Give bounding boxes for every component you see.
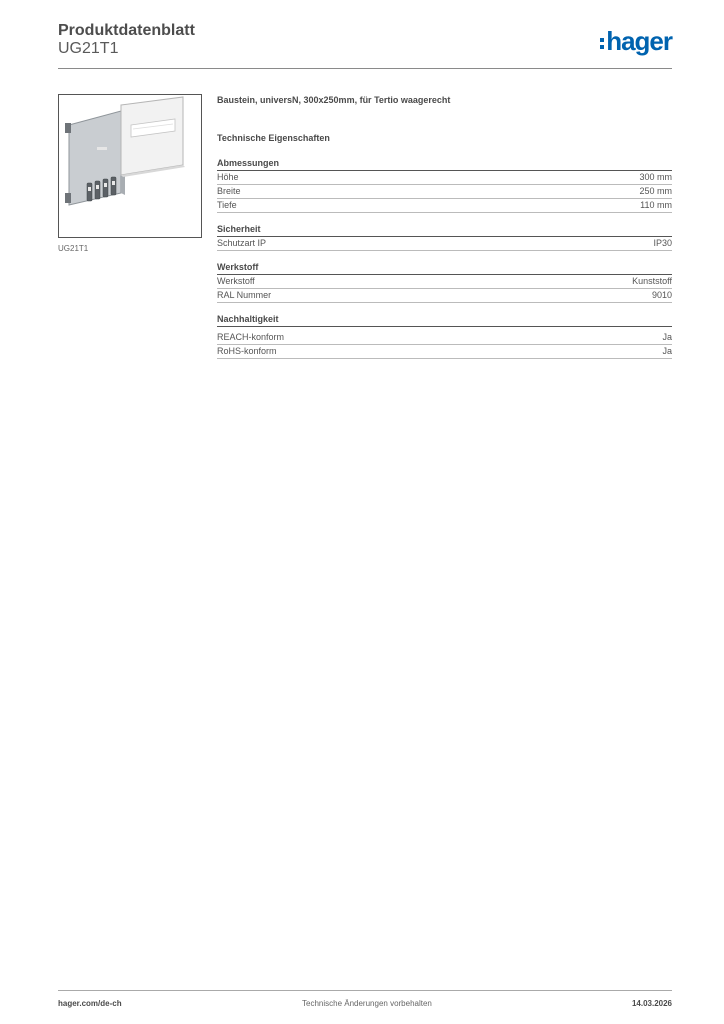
property-row — [217, 199, 672, 213]
property-label: Höhe — [217, 172, 239, 182]
image-caption: UG21T1 — [58, 244, 89, 253]
group-nachhaltigkeit — [217, 313, 672, 359]
property-label: Schutzart IP — [217, 238, 267, 248]
section-title: Technische Eigenschaften — [217, 133, 330, 143]
property-value: 250 mm — [639, 186, 672, 196]
group-title: Abmessungen — [217, 157, 672, 171]
property-value: 9010 — [651, 290, 672, 300]
hager-logo[interactable] — [600, 26, 672, 56]
property-label: Tiefe — [217, 200, 237, 210]
product-image — [58, 94, 202, 238]
page-footer — [58, 990, 672, 1011]
website-link[interactable]: hager.com/de-ch — [58, 999, 122, 1008]
property-value: 300 mm — [639, 172, 672, 182]
property-value: 110 mm — [640, 200, 672, 210]
logo-dots-icon — [600, 38, 604, 49]
group-title: Werkstoff — [217, 261, 672, 275]
property-row — [217, 185, 672, 199]
property-row — [217, 289, 672, 303]
product-code: UG21T1 — [58, 40, 119, 57]
property-value: Kunststoff — [632, 276, 672, 286]
group-abmessungen — [217, 157, 672, 213]
property-value: Ja — [662, 332, 672, 342]
group-title: Nachhaltigkeit — [217, 313, 672, 327]
property-row — [217, 331, 672, 345]
disclaimer-text: Technische Änderungen vorbehalten — [302, 999, 432, 1008]
property-label: Werkstoff — [217, 276, 255, 286]
property-label: Breite — [217, 186, 241, 196]
group-title: Sicherheit — [217, 223, 672, 237]
product-illustration — [59, 95, 201, 237]
property-row — [217, 275, 672, 289]
property-value: Ja — [662, 346, 672, 356]
group-werkstoff — [217, 261, 672, 303]
property-label: RAL Nummer — [217, 290, 272, 300]
group-sicherheit — [217, 223, 672, 251]
product-description: Baustein, universN, 300x250mm, für Tertio waagerecht — [217, 95, 451, 105]
property-label: REACH-konform — [217, 332, 285, 342]
property-row — [217, 345, 672, 359]
page-header — [58, 20, 672, 69]
document-title: Produktdatenblatt — [58, 22, 195, 39]
document-date: 14.03.2026 — [631, 999, 672, 1008]
logo-text: hager — [606, 25, 672, 56]
property-value: IP30 — [653, 238, 672, 248]
property-row — [217, 237, 672, 251]
property-row — [217, 171, 672, 185]
product-details — [217, 94, 672, 369]
property-label: RoHS-konform — [217, 346, 277, 356]
